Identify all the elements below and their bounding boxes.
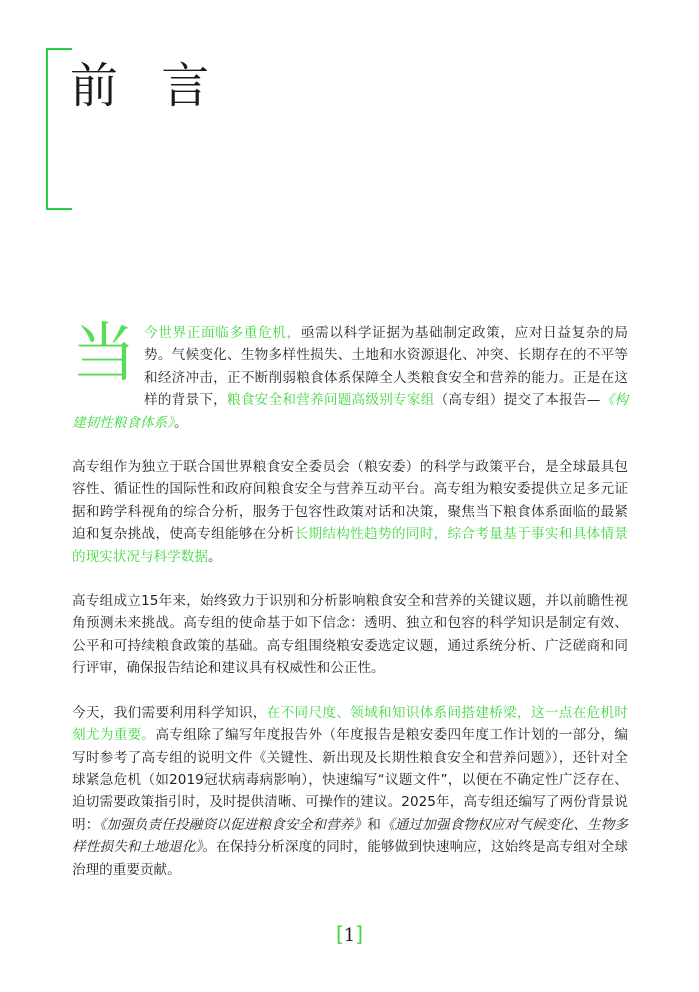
body-text: 和 [367,816,382,833]
page-number [0,922,699,946]
report-title: 《构建韧性粮食体系》 [72,392,629,431]
drop-cap: 当 [72,317,136,391]
body-text: 今天，我们需要利用科学知识， [72,704,267,721]
paragraph-3 [72,590,628,680]
body-text: （高专组）提交了本报告— [434,392,601,409]
body-text: 高专组作为独立于联合国世界粮食安全委员会（粮安委）的科学与政策平台，是全球最具包容性、循证性的国际性和政府间粮食安全与营养互动平台。高专组为粮安委提供立足多元证据和跨学科视角的综合分析，服务于包容性政策对话和决策，聚焦当下粮食体系面临的最紧迫和复杂挑战，使高专组能够在分析 [72,459,628,543]
body-text: 。 [207,548,222,565]
highlight-text: 在不同尺度、领域和知识体系间搭建桥梁，这一点在危机时刻尤为重要。 [72,704,629,744]
paragraph-4 [72,702,628,881]
body-text: 。在保持分析深度的同时，能够做到快速响应，这始终是高专组对全球治理的重要贡献。 [72,839,628,878]
highlight-text: 今世界正面临多重危机， [144,325,301,341]
page-number-bracket-right: ] [355,922,364,946]
page-title: 前 言 [70,58,224,114]
report-title: 《通过加强食物权应对气候变化、生物多样性损失和土地退化》 [72,816,629,856]
page-number-value: 1 [343,925,356,946]
highlight-text: 长期结构性趋势的同时，综合考量基于事实和具体情景的现实状况与科学数据 [72,526,629,565]
body-text: 高专组除了编写年度报告外（年度报告是粮安委四年度工作计划的一部分，编写时参考了高专组的说明文件《关键性、新出现及长期性粮食安全和营养问题》），还针对全球紧急危机（如2019冠状病毒病影响），快速编写“议题文件”，以便在不确定性广泛存在、迫切需要政策指引时，及时提供清晰、可操作的建议。2025年，高专组还编写了两份背景说明： [72,727,629,833]
paragraph-1 [72,317,629,434]
title-bracket [46,48,72,210]
highlight-text: 粮食安全和营养问题高级别专家组 [227,392,435,409]
body-text: 。 [173,414,188,431]
page-number-bracket-left: [ [335,922,344,946]
report-title: 《加强负责任投融资以促进粮食安全和营养》 [99,816,368,833]
body-text: 高专组成立15年来，始终致力于识别和分析影响粮食安全和营养的关键议题，并以前瞻性视角预测未来挑战。高专组的使命基于如下信念：透明、独立和包容的科学知识是制定有效、公平和可持续粮食政策的基础。高专组围绕粮安委选定议题，通过系统分析、广泛磋商和同行评审，确保报告结论和建议具有权威性和公正性。 [72,593,628,677]
paragraph-2 [72,456,628,568]
body-text: 亟需以科学证据为基础制定政策，应对日益复杂的局势。气候变化、生物多样性损失、土地和水资源退化、冲突、长期存在的不平等和经济冲击，正不断削弱粮食体系保障全人类粮食安全和营养的能力。正是在这样的背景下， [144,325,629,409]
preface-body [72,317,629,903]
